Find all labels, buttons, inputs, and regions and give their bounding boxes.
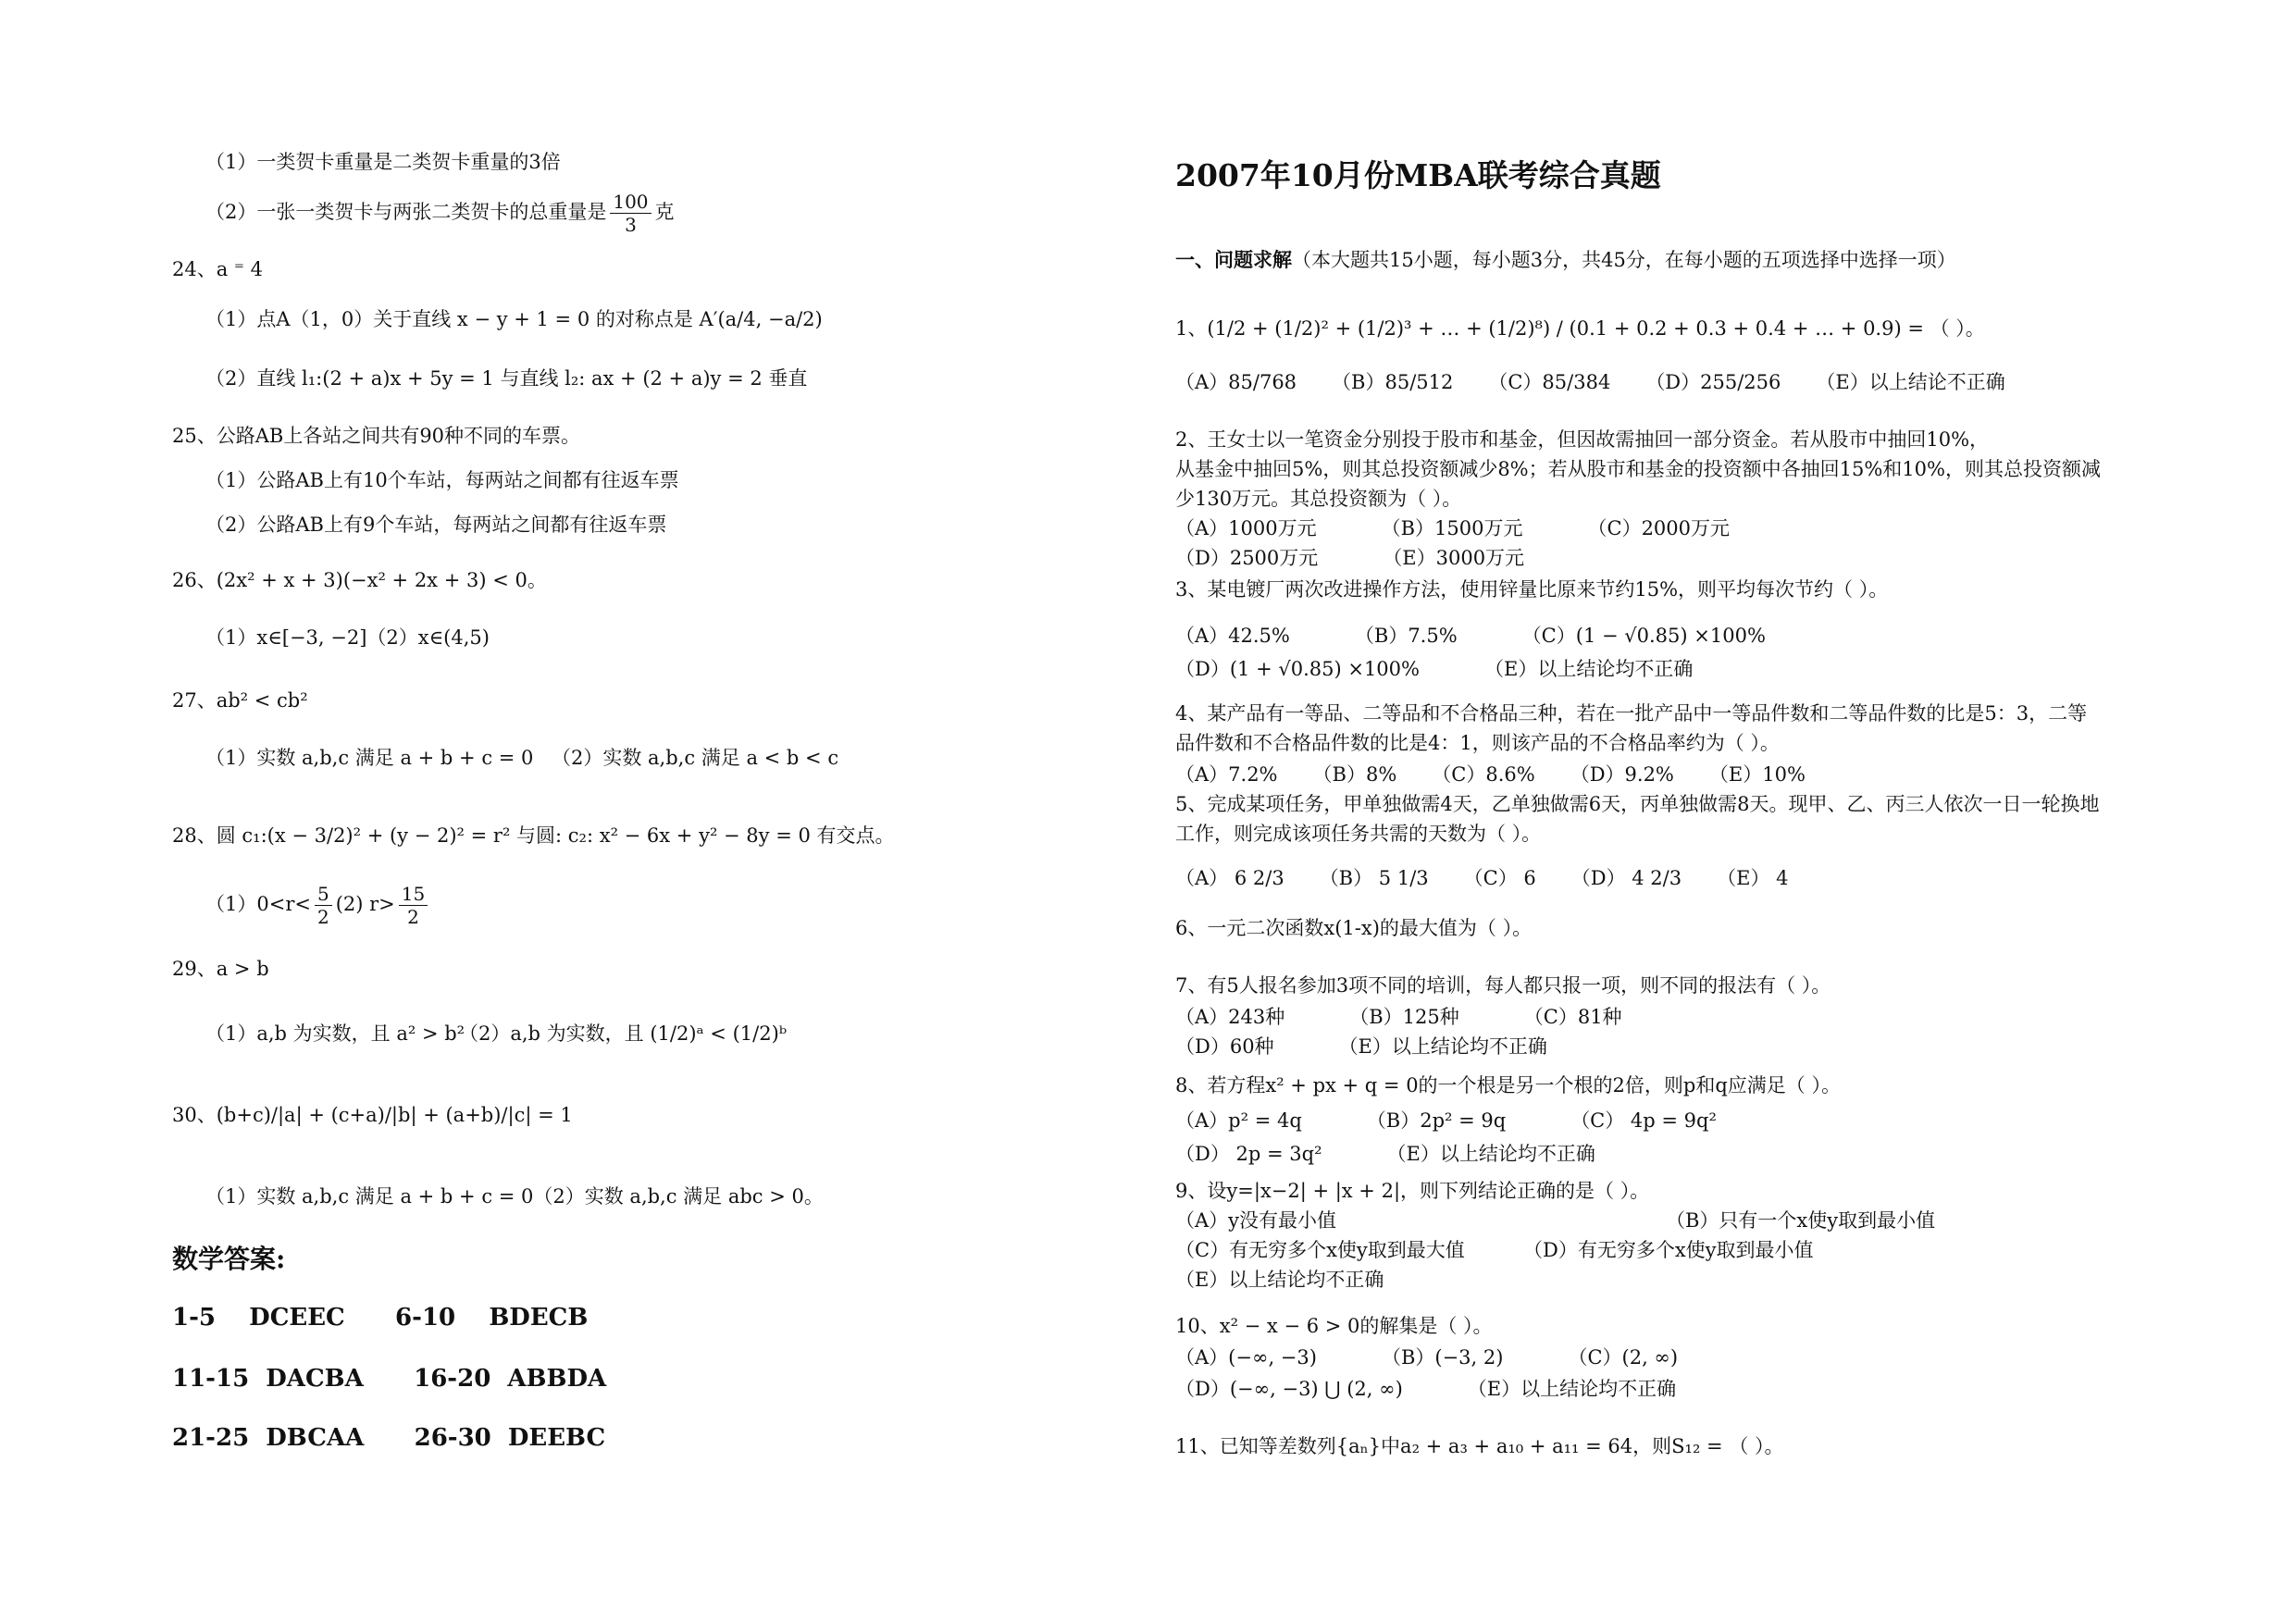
q24-stem: 24、a ⁼ 4 <box>172 258 264 280</box>
q5-option-e: （E） 4 <box>1717 867 1789 889</box>
q28-fraction-2: $\frac{15}{2}$ <box>399 885 428 926</box>
q3-option-a: （A）42.5% <box>1175 625 1290 647</box>
q26-stem: 26、(2x² + x + 3)(−x² + 2x + 3) < 0。 <box>172 569 547 591</box>
q4-option-a: （A）7.2% <box>1175 763 1278 786</box>
q1-option-a: （A）85/768 <box>1175 371 1297 393</box>
q30-stem: 30、(b+c)/|a| + (c+a)/|b| + (a+b)/|c| = 1 <box>172 1104 573 1126</box>
q9-option-b: （B）只有一个x使y取到最小值 <box>1666 1209 1936 1232</box>
q2-line-3: 少130万元。其总投资额为（ ）。 <box>1175 488 1462 510</box>
q2-line-2: 从基金中抽回5%，则其总投资额减少8%；若从股市和基金的投资额中各抽回15%和10%，则其总投资额减 <box>1175 458 2101 480</box>
q2-options-row-2 <box>1175 546 1589 570</box>
section-header <box>1175 248 1956 272</box>
q2-option-d: （D）2500万元 <box>1175 547 1319 569</box>
section-note: （本大题共15小题，每小题3分，共45分，在每小题的五项选择中选择一项） <box>1292 249 1956 271</box>
q8-option-a: （A）p² = 4q <box>1175 1109 1302 1132</box>
q29-condition-2: （2）a,b 为实数，且 (1/2)ᵃ < (1/2)ᵇ <box>459 1022 788 1045</box>
q7-options-row-1 <box>1175 1005 1687 1029</box>
q1-options <box>1175 370 2041 394</box>
q9-option-a: （A）y没有最小值 <box>1175 1209 1337 1232</box>
q23-c2-unit: 克 <box>654 201 675 223</box>
q8-option-e: （E）以上结论均不正确 <box>1386 1143 1595 1165</box>
q3-option-e: （E）以上结论均不正确 <box>1483 658 1694 680</box>
answers-heading: 数学答案: <box>172 1244 286 1274</box>
q3-option-d: （D）(1 + √0.85) ×100% <box>1175 658 1420 680</box>
page-title: 2007年10月份MBA联考综合真题 <box>1175 157 1661 193</box>
q1-option-d: （D）255/256 <box>1645 371 1781 393</box>
q10-option-c: （C）(2, ∞) <box>1568 1346 1679 1369</box>
q9-option-e: （E）以上结论均不正确 <box>1175 1269 1384 1291</box>
q5-option-d: （D） 4 2/3 <box>1570 867 1682 889</box>
q4-option-c: （C）8.6% <box>1432 763 1535 786</box>
q26-conditions: （1）x∈[−3, −2]（2）x∈(4,5) <box>205 626 490 649</box>
q2-line-1: 2、王女士以一笔资金分别投于股市和基金，但因故需抽回一部分资金。若从股市中抽回10%， <box>1175 428 1990 451</box>
q8-options-row-1 <box>1175 1109 1781 1133</box>
q28-fraction-1: $\frac{5}{2}$ <box>315 885 332 926</box>
q3-options-row-2 <box>1175 657 1757 681</box>
q8-option-c: （C） 4p = 9q² <box>1570 1109 1717 1132</box>
q8-options-row-2 <box>1175 1142 1660 1166</box>
q5-option-c: （C） 6 <box>1463 867 1536 889</box>
q8-option-d: （D） 2p = 3q² <box>1175 1143 1322 1165</box>
q9-option-c: （C）有无穷多个x使y取到最大值 <box>1175 1239 1465 1261</box>
answers-row-2: 11-15 DACBA 16-20 ABBDA <box>172 1365 607 1393</box>
q7-option-a: （A）243种 <box>1175 1006 1285 1028</box>
q25-stem: 25、公路AB上各站之间共有90种不同的车票。 <box>172 425 581 447</box>
q4-options <box>1175 762 1841 787</box>
q1-stem: 1、(1/2 + (1/2)² + (1/2)³ + … + (1/2)⁸) / (0.1 + 0.2 + 0.3 + 0.4 + … + 0.9) = （ ）。 <box>1175 317 1985 340</box>
q8-option-b: （B）2p² = 9q <box>1366 1109 1507 1132</box>
q10-option-e: （E）以上结论均不正确 <box>1467 1378 1677 1400</box>
q2-option-c: （C）2000万元 <box>1587 517 1731 539</box>
q3-options-row-1 <box>1175 624 1831 648</box>
answers-row-1: 1-5 DCEEC 6-10 BDECB <box>172 1304 589 1332</box>
q4-option-d: （D）9.2% <box>1570 763 1674 786</box>
q27-condition-2: （2）实数 a,b,c 满足 a < b < c <box>552 747 839 769</box>
answers-row-3: 21-25 DBCAA 26-30 DEEBC <box>172 1424 606 1452</box>
q2-options-row-1 <box>1175 516 1794 540</box>
q7-option-d: （D）60种 <box>1175 1035 1274 1058</box>
q4-line-2: 品件数和不合格品件数的比是4：1，则该产品的不合格品率约为（ ）。 <box>1175 732 1780 754</box>
q5-line-1: 5、完成某项任务，甲单独做需4天，乙单独做需6天，丙单独做需8天。现甲、乙、丙三人依次一日一轮换地 <box>1175 793 2100 815</box>
q23-condition-1: （1）一类贺卡重量是二类贺卡重量的3倍 <box>205 151 561 173</box>
section-title: 一、问题求解 <box>1175 248 1292 271</box>
q27-stem: 27、ab² < cb² <box>172 689 308 712</box>
q10-option-a: （A）(−∞, −3) <box>1175 1346 1317 1369</box>
q2-option-e: （E）3000万元 <box>1383 547 1525 569</box>
q23-c2-text: （2）一张一类贺卡与两张二类贺卡的总重量是 <box>205 201 607 223</box>
q7-stem: 7、有5人报名参加3项不同的培训，每人都只报一项，则不同的报法有（ ）。 <box>1175 974 1831 997</box>
q25-condition-1: （1）公路AB上有10个车站，每两站之间都有往返车票 <box>205 469 679 491</box>
q4-option-e: （E）10% <box>1708 763 1806 786</box>
q28-conditions <box>205 885 431 926</box>
q5-line-2: 工作，则完成该项任务共需的天数为（ ）。 <box>1175 823 1542 845</box>
q9-option-d: （D）有无穷多个x使y取到最小值 <box>1523 1239 1814 1261</box>
q7-option-e: （E）以上结论均不正确 <box>1338 1035 1547 1058</box>
q9-stem: 9、设y=|x−2| + |x + 2|，则下列结论正确的是（ ）。 <box>1175 1180 1650 1202</box>
q8-stem: 8、若方程x² + px + q = 0的一个根是另一个根的2倍，则p和q应满足（ ）。 <box>1175 1074 1841 1096</box>
q1-option-b: （B）85/512 <box>1332 371 1454 393</box>
q1-option-e: （E）以上结论不正确 <box>1816 371 2005 393</box>
q24-condition-2: （2）直线 l₁:(2 + a)x + 5y = 1 与直线 l₂: ax + (2 + a)y = 2 垂直 <box>205 367 808 390</box>
q1-option-c: （C）85/384 <box>1488 371 1611 393</box>
q28-c1-text: （1）0<r< <box>205 893 311 915</box>
q28-stem: 28、圆 c₁:(x − 3/2)² + (y − 2)² = r² 与圆: c₂: x² − 6x + y² − 8y = 0 有交点。 <box>172 824 895 847</box>
q4-option-b: （B）8% <box>1312 763 1397 786</box>
q6-stem: 6、一元二次函数x(1-x)的最大值为（ ）。 <box>1175 917 1533 939</box>
q5-option-a: （A） 6 2/3 <box>1175 867 1285 889</box>
q5-options <box>1175 866 1823 890</box>
q3-option-b: （B）7.5% <box>1354 625 1458 647</box>
q27-condition-1: （1）实数 a,b,c 满足 a + b + c = 0 <box>205 747 534 769</box>
q11-stem: 11、已知等差数列{aₙ}中a₂ + a₃ + a₁₀ + a₁₁ = 64，则S₁₂ = （ ）。 <box>1175 1435 1784 1457</box>
q25-condition-2: （2）公路AB上有9个车站，每两站之间都有往返车票 <box>205 514 667 536</box>
q10-options-row-2 <box>1175 1377 1741 1401</box>
q2-option-a: （A）1000万元 <box>1175 517 1317 539</box>
q10-option-d: （D）(−∞, −3) ⋃ (2, ∞) <box>1175 1378 1403 1400</box>
q29-condition-1: （1）a,b 为实数，且 a² > b² <box>205 1022 465 1045</box>
q28-c2-text: (2) r> <box>335 893 395 915</box>
q7-options-row-2 <box>1175 1035 1612 1059</box>
q23-condition-2 <box>205 192 675 234</box>
q4-line-1: 4、某产品有一等品、二等品和不合格品三种，若在一批产品中一等品件数和二等品件数的比是5：3，二等 <box>1175 702 2088 725</box>
q5-option-b: （B） 5 1/3 <box>1319 867 1429 889</box>
q10-option-b: （B）(−3, 2) <box>1381 1346 1504 1369</box>
q29-stem: 29、a > b <box>172 958 269 980</box>
q10-options-row-1 <box>1175 1345 1743 1369</box>
q10-stem: 10、x² − x − 6 > 0的解集是（ ）。 <box>1175 1315 1493 1337</box>
q7-option-c: （C）81种 <box>1523 1006 1622 1028</box>
q7-option-b: （B）125种 <box>1349 1006 1459 1028</box>
q23-fraction: $\frac{100}{3}$ <box>610 192 651 234</box>
q30-conditions: （1）实数 a,b,c 满足 a + b + c = 0（2）实数 a,b,c 满足 abc > 0。 <box>205 1185 824 1208</box>
q24-condition-1: （1）点A（1，0）关于直线 x − y + 1 = 0 的对称点是 A′(a/4, −a/2) <box>205 308 823 330</box>
q3-stem: 3、某电镀厂两次改进操作方法，使用锌量比原来节约15%，则平均每次节约（ ）。 <box>1175 578 1889 601</box>
q2-option-b: （B）1500万元 <box>1381 517 1523 539</box>
q3-option-c: （C）(1 − √0.85) ×100% <box>1521 625 1766 647</box>
